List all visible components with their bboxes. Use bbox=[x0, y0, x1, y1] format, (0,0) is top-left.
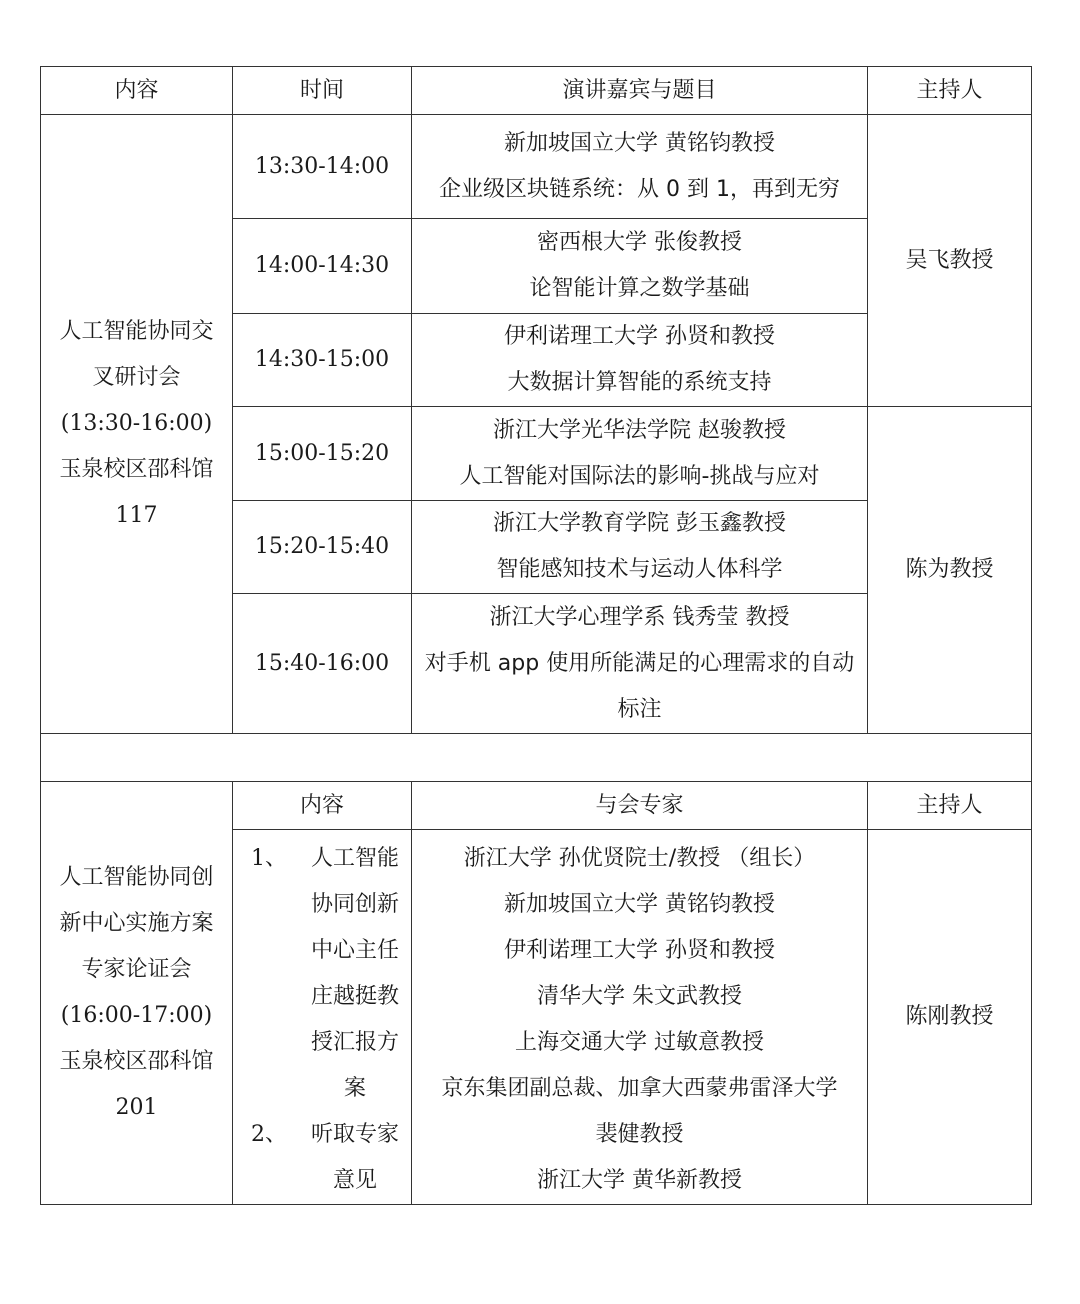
talk-speaker-cell bbox=[412, 501, 868, 594]
section2-venue: 玉泉校区邵科馆 bbox=[59, 1049, 214, 1074]
expert-line: 京东集团副总裁、加拿大西蒙弗雷泽大学 bbox=[441, 1076, 838, 1101]
section1-room: 117 bbox=[115, 503, 158, 528]
talk-title: 标注 bbox=[617, 696, 662, 722]
section2-title-line: 专家论证会 bbox=[81, 957, 192, 982]
header-time: 时间 bbox=[233, 67, 412, 115]
talk-speaker-cell bbox=[412, 314, 868, 407]
section1-title-cell bbox=[41, 115, 233, 734]
talk-time: 15:20-15:40 bbox=[233, 501, 412, 594]
separator-row bbox=[41, 734, 1032, 782]
host-cell: 陈为教授 bbox=[868, 407, 1032, 734]
talk-time: 15:00-15:20 bbox=[233, 407, 412, 501]
agenda-item-text: 人工智能协同创新中心主任庄越挺教授汇报方案 bbox=[310, 846, 399, 1101]
section1-title-line: 人工智能协同交 bbox=[59, 319, 214, 344]
section1-venue: 玉泉校区邵科馆 bbox=[59, 457, 214, 482]
talk-title: 企业级区块链系统：从 0 到 1，再到无穷 bbox=[439, 176, 840, 202]
section2-room: 201 bbox=[115, 1095, 158, 1120]
schedule-table bbox=[40, 66, 1032, 1205]
section2-header-row bbox=[41, 782, 1032, 830]
agenda-item-text: 听取专家意见 bbox=[310, 1122, 399, 1193]
talk-time: 14:00-14:30 bbox=[233, 219, 412, 314]
agenda-item-number: 2、 bbox=[251, 1122, 287, 1147]
talk-title: 大数据计算智能的系统支持 bbox=[507, 370, 772, 395]
talk-time: 15:40-16:00 bbox=[233, 594, 412, 734]
section1-title-line: 叉研讨会 bbox=[92, 365, 181, 390]
talk-speaker: 浙江大学教育学院 彭玉鑫教授 bbox=[493, 511, 786, 536]
section2-title-cell bbox=[41, 782, 233, 1205]
talk-speaker: 浙江大学光华法学院 赵骏教授 bbox=[493, 417, 786, 443]
separator-cell bbox=[41, 734, 1032, 782]
talk-speaker: 新加坡国立大学 黄铭钧教授 bbox=[504, 130, 775, 156]
talk-speaker-cell bbox=[412, 115, 868, 219]
expert-line: 清华大学 朱文武教授 bbox=[537, 984, 742, 1009]
talk-time: 13:30-14:00 bbox=[233, 115, 412, 219]
expert-line: 伊利诺理工大学 孙贤和教授 bbox=[504, 938, 775, 963]
header-host: 主持人 bbox=[868, 67, 1032, 115]
experts-cell bbox=[412, 830, 868, 1205]
talk-speaker: 密西根大学 张俊教授 bbox=[537, 230, 742, 255]
expert-line: 新加坡国立大学 黄铭钧教授 bbox=[504, 892, 775, 917]
talk-title: 人工智能对国际法的影响-挑战与应对 bbox=[459, 463, 820, 489]
talk-speaker-cell bbox=[412, 219, 868, 314]
header-content: 内容 bbox=[41, 67, 233, 115]
agenda-item bbox=[233, 1112, 411, 1204]
section2-title-line: 人工智能协同创 bbox=[59, 865, 214, 890]
section2-title-line: 新中心实施方案 bbox=[59, 911, 214, 936]
section2-time-range: (16:00-17:00) bbox=[60, 1003, 213, 1028]
expert-line: 上海交通大学 过敏意教授 bbox=[515, 1030, 764, 1055]
talk-speaker: 伊利诺理工大学 孙贤和教授 bbox=[504, 324, 775, 349]
agenda-item bbox=[233, 836, 411, 1112]
section1-time-range: (13:30-16:00) bbox=[60, 411, 213, 436]
table-header-row bbox=[41, 67, 1032, 115]
expert-line: 浙江大学 孙优贤院士/教授 （组长） bbox=[463, 846, 816, 871]
talk-speaker-cell bbox=[412, 407, 868, 501]
agenda-items-cell bbox=[233, 830, 412, 1205]
expert-line: 裴健教授 bbox=[595, 1122, 684, 1147]
talk-speaker-cell bbox=[412, 594, 868, 734]
talk-row bbox=[41, 115, 1032, 219]
talk-title: 论智能计算之数学基础 bbox=[529, 276, 750, 301]
agenda-item-number: 1、 bbox=[251, 846, 287, 871]
section2-header-host: 主持人 bbox=[868, 782, 1032, 830]
talk-speaker: 浙江大学心理学系 钱秀莹 教授 bbox=[489, 604, 790, 630]
host-cell: 吴飞教授 bbox=[868, 115, 1032, 407]
section2-header-experts: 与会专家 bbox=[412, 782, 868, 830]
header-speakers: 演讲嘉宾与题目 bbox=[412, 67, 868, 115]
expert-line: 浙江大学 黄华新教授 bbox=[537, 1168, 742, 1193]
talk-title: 对手机 app 使用所能满足的心理需求的自动 bbox=[424, 650, 855, 676]
section2-host-cell: 陈刚教授 bbox=[868, 830, 1032, 1205]
section2-header-content: 内容 bbox=[233, 782, 412, 830]
talk-title: 智能感知技术与运动人体科学 bbox=[496, 557, 783, 582]
talk-time: 14:30-15:00 bbox=[233, 314, 412, 407]
